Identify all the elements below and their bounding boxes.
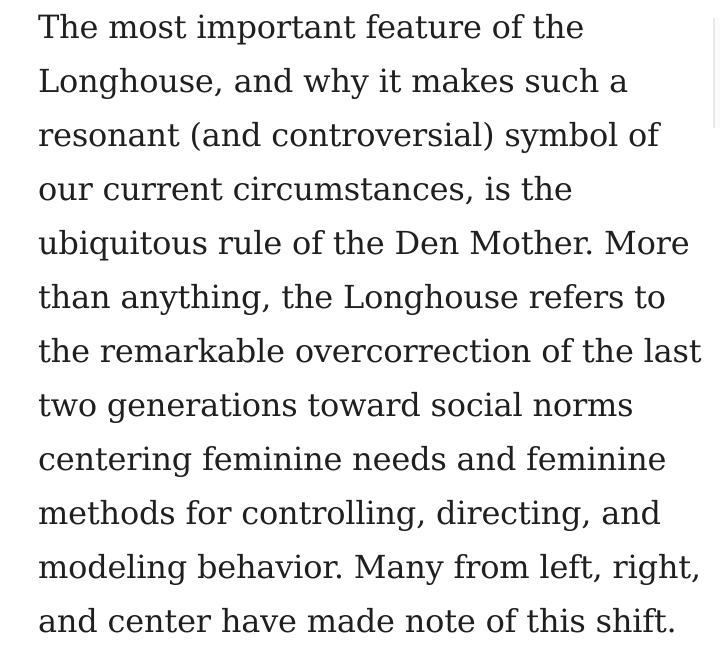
paragraph-line: ubiquitous rule of the Den Mother. More [38, 224, 690, 262]
paragraph-line: Longhouse, and why it makes such a [38, 62, 629, 100]
paragraph-line: resonant (and controversial) symbol of [38, 116, 659, 154]
paragraph-line: and center have made note of this shift. [38, 602, 677, 640]
scrollbar-edge[interactable] [713, 18, 720, 128]
paragraph-line: two generations toward social norms [38, 386, 634, 424]
paragraph-line: centering feminine needs and feminine [38, 440, 667, 478]
article-paragraph [38, 0, 702, 648]
paragraph-line: the remarkable overcorrection of the last [38, 332, 702, 370]
paragraph-line: modeling behavior. Many from left, right, [38, 548, 701, 586]
paragraph-line: than anything, the Longhouse refers to [38, 278, 666, 316]
paragraph-line: our current circumstances, is the [38, 170, 573, 208]
paragraph-line: methods for controlling, directing, and [38, 494, 661, 532]
paragraph-line: The most important feature of the [38, 8, 585, 46]
